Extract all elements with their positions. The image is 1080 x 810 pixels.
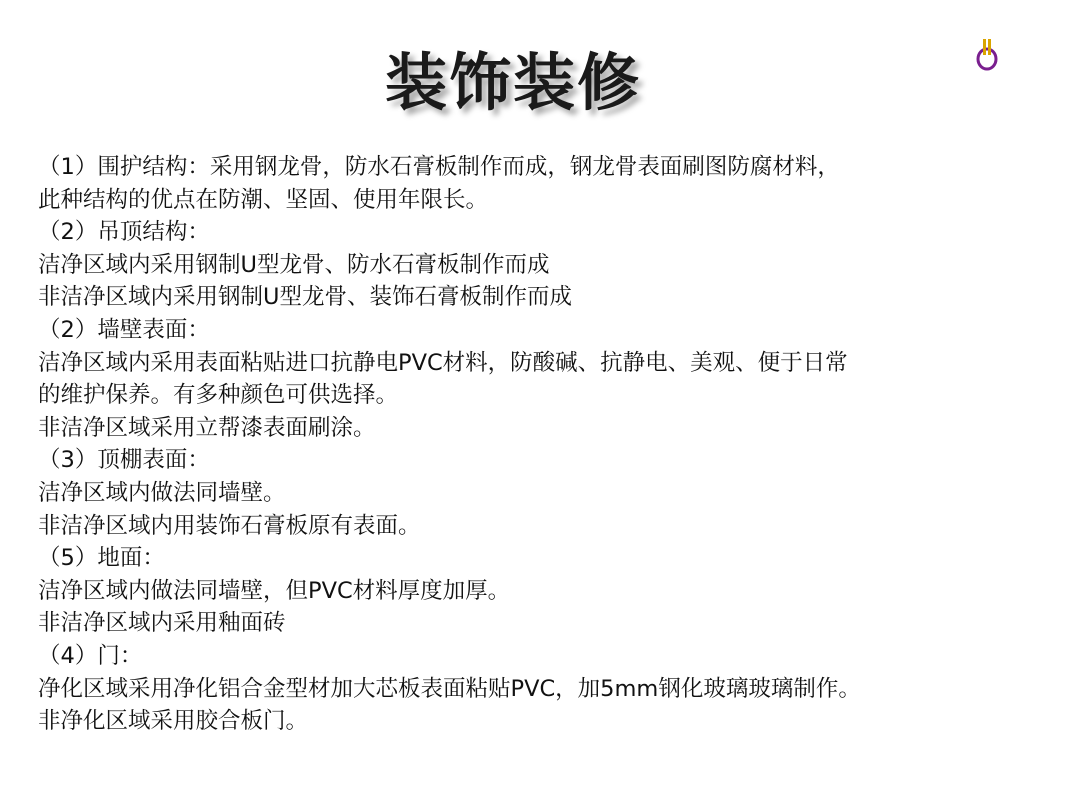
- text-line: 此种结构的优点在防潮、坚固、使用年限长。: [38, 186, 489, 213]
- text-line: 洁净区域内采用表面粘贴进口抗静电PVC材料，防酸碱、抗静电、美观、便于日常: [38, 349, 848, 376]
- text-line: 非洁净区域采用立帮漆表面刷涂。: [38, 414, 376, 441]
- text-line: （2）吊顶结构：: [38, 219, 210, 246]
- text-line: 洁净区域内做法同墙壁，但PVC材料厚度加厚。: [38, 577, 511, 604]
- text-line: 的维护保养。有多种颜色可供选择。: [38, 382, 399, 409]
- text-line: 非洁净区域内采用钢制U型龙骨、装饰石膏板制作而成: [38, 284, 572, 311]
- text-line: （4）门：: [38, 642, 143, 669]
- text-line: （3）顶棚表面：: [38, 447, 210, 474]
- text-line: 非洁净区域内采用釉面砖: [38, 610, 286, 637]
- text-line: 净化区域采用净化铝合金型材加大芯板表面粘贴PVC，加5mm钢化玻璃玻璃制作。: [38, 675, 861, 702]
- text-line: （5）地面：: [38, 545, 165, 572]
- text-line: 非净化区域采用胶合板门。: [38, 708, 309, 735]
- text-line: （1）围护结构：采用钢龙骨，防水石膏板制作而成，钢龙骨表面刷图防腐材料，: [38, 154, 840, 180]
- slide-title: 装饰装修: [384, 46, 641, 119]
- slide-body: [38, 151, 1048, 738]
- text-line: （2）墙壁表面：: [38, 316, 210, 343]
- text-line: 洁净区域内采用钢制U型龙骨、防水石膏板制作而成: [38, 251, 550, 278]
- text-line: 非洁净区域内用装饰石膏板原有表面。: [38, 512, 421, 539]
- ring-logo-icon: [974, 36, 1000, 72]
- text-line: 洁净区域内做法同墙壁。: [38, 479, 286, 506]
